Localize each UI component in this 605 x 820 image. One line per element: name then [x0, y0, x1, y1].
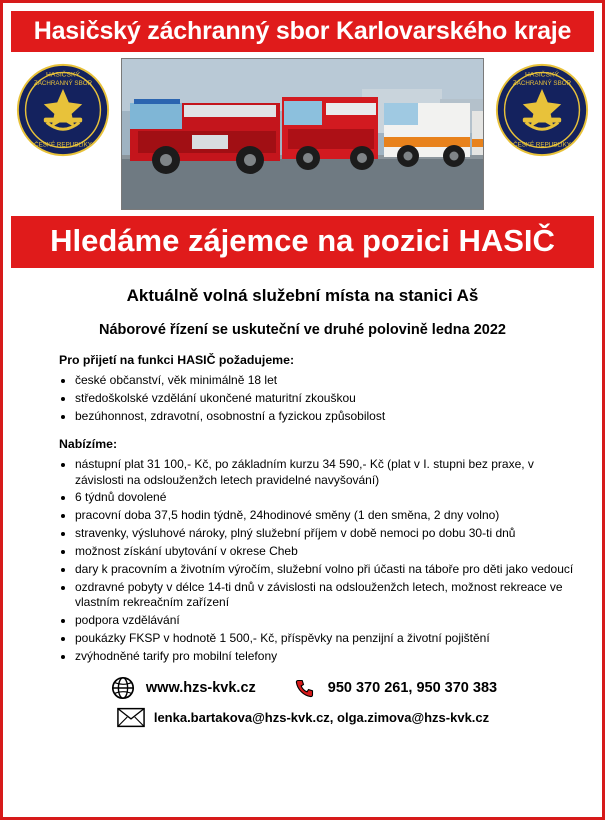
header-banner: Hasičský záchranný sbor Karlovarského kraje — [11, 11, 594, 52]
subtitle-recruitment-date: Náborové řízení se uskuteční ve druhé polovině ledna 2022 — [99, 321, 506, 338]
subtitle-vacancies: Aktuálně volná služební místa na stanici Aš — [126, 285, 479, 305]
svg-text:ZÁCHRANNÝ SBOR: ZÁCHRANNÝ SBOR — [33, 80, 93, 88]
list-item: středoškolské vzdělání ukončené maturitní zkouškou — [59, 391, 584, 407]
list-item: ozdravné pobyty v délce 14-ti dnů v závislosti na odslouženžch letech, možnost rekreace ve vlastním rekreačním zařízení — [59, 580, 584, 612]
svg-text:ČESKÉ REPUBLIKY: ČESKÉ REPUBLIKY — [34, 141, 92, 149]
offer-list — [59, 457, 584, 665]
requirements-heading: Pro přijetí na funkci HASIČ požadujeme: — [59, 352, 295, 367]
envelope-icon — [116, 705, 146, 731]
telephone-icon — [290, 675, 320, 701]
list-item: pracovní doba 37,5 hodin týdně, 24hodinové směny (1 den směna, 2 dny volno) — [59, 508, 584, 524]
hzs-emblem-right-icon — [494, 62, 590, 158]
list-item: zvýhodněné tarify pro mobilní telefony — [59, 649, 584, 665]
contact-block — [3, 675, 602, 731]
list-item: 6 týdnů dovolené — [59, 490, 584, 506]
list-item: poukázky FKSP v hodnotě 1 500,- Kč, příspěvky na penzijní a životní pojištění — [59, 631, 584, 647]
offer-heading: Nabízíme: — [59, 436, 118, 451]
svg-text:ČESKÉ REPUBLIKY: ČESKÉ REPUBLIKY — [513, 141, 571, 149]
contact-line-email — [13, 705, 592, 731]
svg-text:HASIČSKÝ: HASIČSKÝ — [46, 71, 80, 79]
list-item: bezúhonnost, zdravotní, osobnostní a fyzickou způsobilost — [59, 409, 584, 425]
email-text[interactable]: lenka.bartakova@hzs-kvk.cz, olga.zimova@hzs-kvk.cz — [153, 710, 490, 726]
phone-text[interactable]: 950 370 261, 950 370 383 — [327, 679, 498, 696]
svg-text:HASIČSKÝ: HASIČSKÝ — [525, 71, 559, 79]
hzs-emblem-left-icon — [15, 62, 111, 158]
globe-icon — [108, 675, 138, 701]
list-item: možnost získání ubytování v okrese Cheb — [59, 544, 584, 560]
list-item: stravenky, výsluhové nároky, plný služební příjem v době nemoci po dobu 30-ti dnů — [59, 526, 584, 542]
list-item: podpora vzdělávání — [59, 613, 584, 629]
page-title: Hledáme zájemce na pozici HASIČ — [11, 216, 594, 268]
svg-text:ZÁCHRANNÝ SBOR: ZÁCHRANNÝ SBOR — [512, 80, 572, 88]
contact-line-web-phone — [13, 675, 592, 701]
list-item: dary k pracovním a životním výročím, služební volno při účasti na táboře pro děti jako vedoucí — [59, 562, 584, 578]
requirements-list — [59, 373, 584, 424]
website-text[interactable]: www.hzs-kvk.cz — [145, 679, 256, 696]
list-item: české občanství, věk minimálně 18 let — [59, 373, 584, 389]
fire-trucks-photo — [121, 58, 484, 210]
body-content — [3, 352, 602, 665]
list-item: nástupní plat 31 100,- Kč, po základním kurzu 34 590,- Kč (plat v I. stupni bez praxe, v závislosti na odslouženžch letech pravidelné navyšování) — [59, 457, 584, 489]
media-row — [11, 58, 594, 210]
